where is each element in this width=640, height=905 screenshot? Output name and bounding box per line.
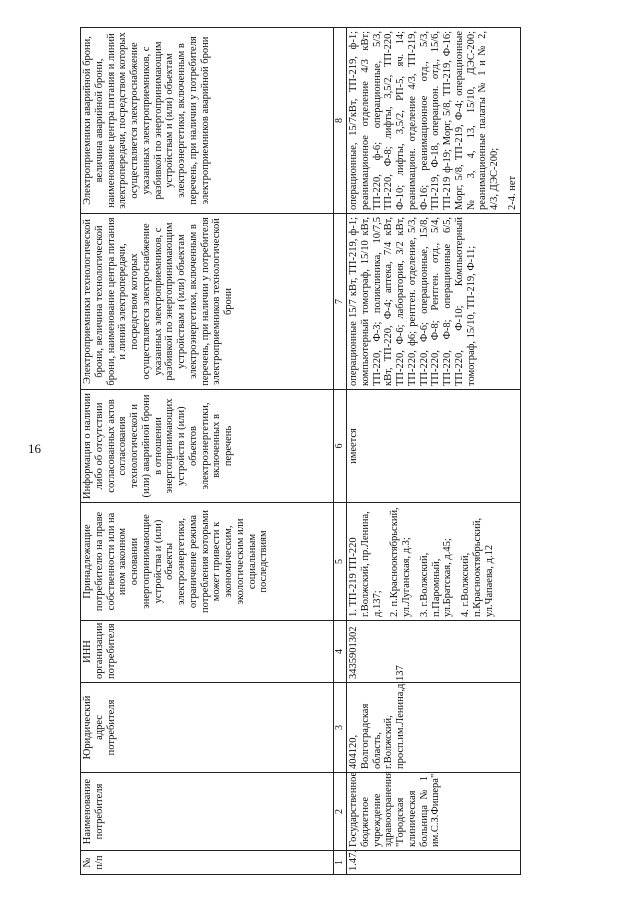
header-devices: Принадлежащие потребителю на праве собственности или на ином законном основании энергопринимающие устройства и (или) объекты электроэнергетики, ограничение режима потребления которыми может привести к экономическим, экологическим или социальным последствиям — [81, 503, 334, 621]
page-number: 16 — [28, 441, 41, 456]
column-number: 3 — [334, 683, 347, 773]
column-number: 4 — [334, 621, 347, 683]
tech-reserve-text: операционные 15/7 кВт, ТП-219, ф-1; компьютерный томограф, 15/10 кВт, ТП-220, Ф-3; поликлиника, 10/7,5 кВт, ТП-220, Ф-4; аптека, 7/4 кВт, ТП-220, Ф-6; лаборатория, 3/2 кВт, ТП-220, ф6; рентген. отделение, 5/3, ТП-220, Ф-6; операционные, 15/8, ТП-220, Ф-8; Рентген. отд., 5/4, ТП-220, Ф-8; операционные 6/5, ТП-220, Ф-10; Компьютерный томограф, 15/10, ТП-219, Ф-11; — [347, 214, 521, 390]
column-number: 8 — [334, 28, 347, 214]
header-inn: ИНН организации потребителя — [81, 621, 334, 683]
emergency-reserve-text: операционные, 15/7кВт, ТП-219, ф-1; реанимационное отделение 4/3 кВт; ТП-220, ф-6; операционные, 5/3, ТП-220, Ф-8; лифты, 3,5/2, ТП-220, Ф-10; лифты, 3,5/2, РП-5, яч. 14; реанимацион. отделение 4/3, ТП-219, Ф-16; реанимационное отд., 5/3, ТП-219, Ф-18, операцион. отд., 15/6, ТП-219 ф-19; Морг, 5/8, ТП-219, Ф-16; Морг, 5/8, ТП-219, Ф-4; операционные № 3, 4, 13, 15/10, ДЭС-200; реанимационные палаты № 1 и № 2, 4/3, ДЭС-200; — [348, 31, 500, 210]
column-number: 6 — [334, 390, 347, 503]
header-row — [81, 28, 334, 875]
emergency-reserve-tail: 2-4. нет — [506, 175, 518, 210]
acts-status: имеется — [347, 390, 521, 503]
header-acts: Информация о наличии либо об отсутствии согласованных актов согласования технологической и (или) аварийной брони в отношении энергопринимающих устройств и (или) объектов электроэнергетики, включенных в перечень — [81, 390, 334, 503]
device-address: 1. ТП-219 ТП-220 г.Волжский, пр.Ленина, д.137; — [348, 511, 383, 617]
column-number-row — [334, 28, 347, 875]
device-address: 2. п.Краснооктябрьский, ул.Луганская, д.3; — [389, 507, 412, 617]
emergency-reserve-cell — [347, 28, 521, 214]
column-number: 2 — [334, 773, 347, 851]
consumer-name: Государственное бюджетное учреждение здравоохранения "Городская клиническая больница № 1 им.С.З.Фишера" — [347, 773, 521, 851]
device-address: 3. г.Волжский, п.Паромный, ул.Братская, д.45; — [418, 538, 454, 617]
header-tech-reserve: Электроприемники технологической брони, величина технологической брони, наименование центра питания и линий электропередачи, посредством которых осуществляется электроснабжение указанных электроприемников, с разбивкой по энергопринимающим устройствам и (или) объектам электроэнергетики, включенным в перечень, при наличии у потребителя электроприемников технологической брони — [81, 214, 334, 390]
column-number: 7 — [334, 214, 347, 390]
reserve-table — [80, 27, 521, 875]
header-emergency-reserve: Электроприемники аварийной брони, величина аварийной брони, наименование центра питания и линий электропередачи, посредством которых осуществляется электроснабжение указанных электроприемников, с разбивкой по энергопринимающим устройствам и (или) объектам электроэнергетики, включенным в перечень, при наличии у потребителя электроприемников аварийной брони — [81, 28, 334, 214]
header-consumer-name: Наименование потребителя — [81, 773, 334, 851]
header-num: № п/п — [81, 851, 334, 875]
header-legal-address: Юридический адрес потребителя — [81, 683, 334, 773]
legal-address: 404120, Волгоградская область, г.Волжский, просп.им.Ленина,д.137 — [347, 683, 521, 773]
devices-cell — [347, 503, 521, 621]
table-row — [347, 28, 521, 875]
column-number: 5 — [334, 503, 347, 621]
inn-value: 3435901302 — [347, 621, 521, 683]
row-number: 1.47. — [347, 851, 521, 875]
device-address: 4. г.Волжский, п.Краснооктябрьский, ул.Чапаева, д.12 — [460, 517, 495, 617]
rotated-table-container — [80, 28, 623, 875]
column-number: 1 — [334, 851, 347, 875]
